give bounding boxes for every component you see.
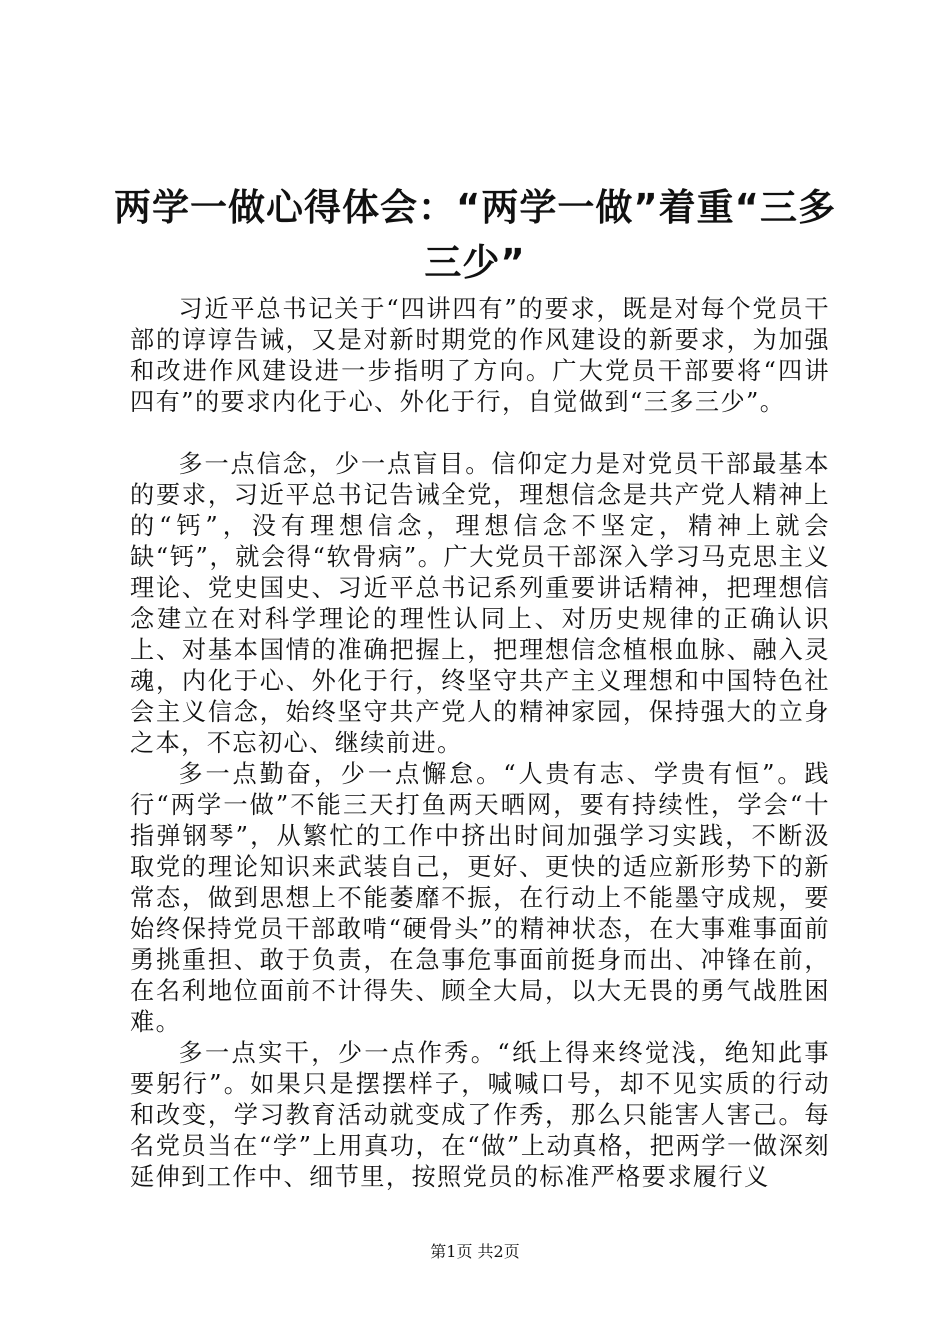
paragraph-intro: 习近平总书记关于“四讲四有”的要求，既是对每个党员干部的谆谆告诫，又是对新时期党的作风建设的新要求，为加强和改进作风建设进一步指明了方向。广大党员干部要将“四讲四有”的要求内化于心、外化于行，自觉做到“三多三少”。 <box>130 295 830 416</box>
paragraph-diligence: 多一点勤奋，少一点懈怠。“人贵有志、学贵有恒”。践行“两学一做”不能三天打鱼两天晒网，要有持续性，学会“十指弹钢琴”，从繁忙的工作中挤出时间加强学习实践，不断汲取党的理论知识来武装自己，更好、更快的适应新形势下的新常态，做到思想上不能萎靡不振，在行动上不能墨守成规，要始终保持党员干部敢啃“硬骨头”的精神状态，在大事难事面前勇挑重担、敢于负责，在急事危事面前挺身而出、冲锋在前，在名利地位面前不计得失、顾全大局，以大无畏的勇气战胜困难。 <box>130 760 830 1036</box>
document-body <box>130 294 830 1193</box>
document-title: 两学一做心得体会：“两学一做”着重“三多三少” <box>114 186 836 284</box>
paragraph-belief: 多一点信念，少一点盲目。信仰定力是对党员干部最基本的要求，习近平总书记告诫全党，理想信念是共产党人精神上的“钙”，没有理想信念，理想信念不坚定，精神上就会缺“钙”，就会得“软骨病”。广大党员干部深入学习马克思主义理论、党史国史、习近平总书记系列重要讲话精神，把理想信念建立在对科学理论的理性认同上、对历史规律的正确认识上、对基本国情的准确把握上，把理想信念植根血脉、融入灵魂，内化于心、外化于行，终坚守共产主义理想和中国特色社会主义信念，始终坚守共产党人的精神家园，保持强大的立身之本，不忘初心、继续前进。 <box>130 450 830 757</box>
paragraph-practice: 多一点实干，少一点作秀。“纸上得来终觉浅，绝知此事要躬行”。如果只是摆摆样子，喊喊口号，却不见实质的行动和改变，学习教育活动就变成了作秀，那么只能害人害己。每名党员当在“学”上用真功，在“做”上动真格，把两学一做深刻延伸到工作中、细节里，按照党员的标准严格要求履行义 <box>130 1039 830 1191</box>
page-footer: 第1页 共2页 <box>430 1242 520 1261</box>
